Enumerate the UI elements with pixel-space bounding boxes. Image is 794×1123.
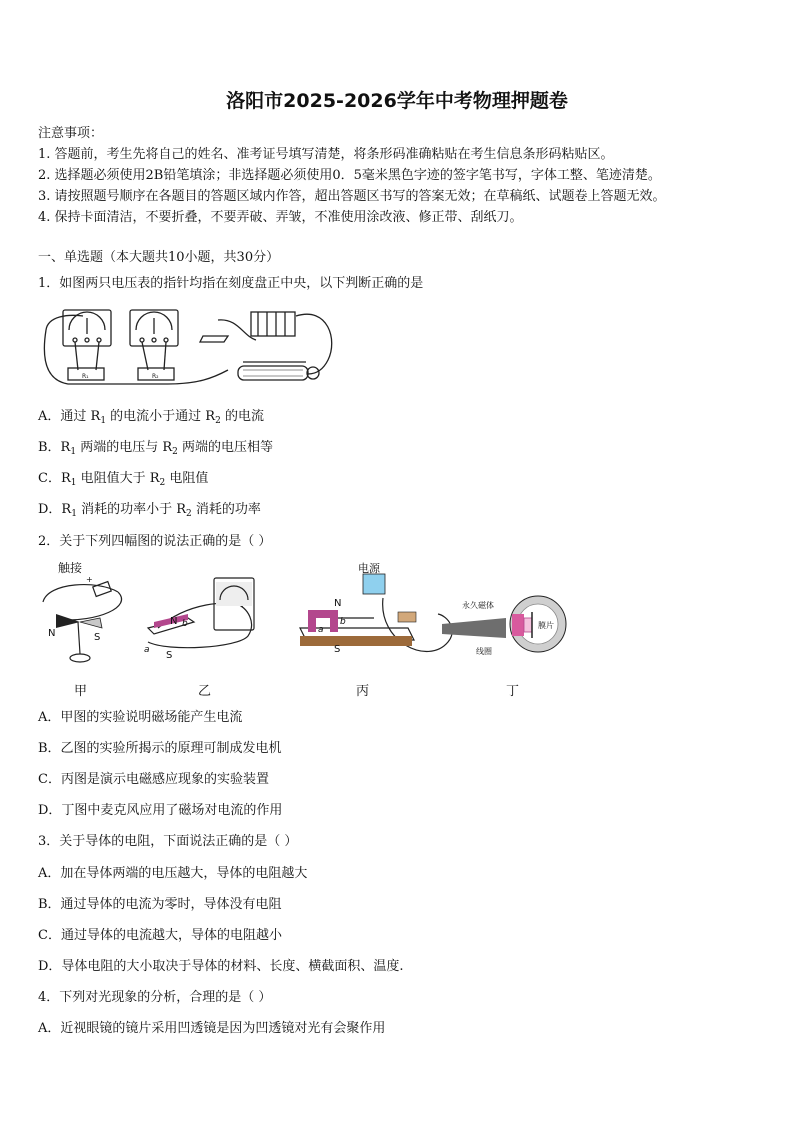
q1-circuit-figure [38, 300, 338, 392]
notice-item-4: 4. 保持卡面清洁，不要折叠，不要弄破、弄皱，不准使用涂改液、修正带、刮纸刀。 [38, 210, 523, 225]
q3-option-d: D．导体电阻的大小取决于导体的材料、长度、横截面积、温度. [38, 959, 404, 974]
q2-option-a: A．甲图的实验说明磁场能产生电流 [38, 710, 243, 725]
q1-stem: 1．如图两只电压表的指针均指在刻度盘正中央，以下判断正确的是 [38, 276, 424, 291]
q3-option-a: A．加在导体两端的电压越大，导体的电阻越大 [38, 866, 308, 881]
label-s-jia: S [94, 632, 101, 643]
page-title: 洛阳市2025-2026学年中考物理押题卷 [226, 90, 568, 112]
label-a-bing: a [318, 625, 324, 635]
label-n-jia: N [48, 628, 56, 639]
r1-label: R₁ [82, 373, 89, 380]
label-diaphragm: 膜片 [538, 621, 554, 630]
label-n-bing: N [334, 598, 342, 609]
label-n-yi: N [170, 616, 178, 627]
label-touch: 触接 [58, 562, 83, 575]
q3-option-c: C．通过导体的电流越大，导体的电阻越小 [38, 928, 282, 943]
caption-yi: 乙 [198, 684, 212, 699]
q1-option-d: D．$R_1$ 消耗的功率小于 $R_2$ 消耗的功率 [38, 502, 261, 519]
label-s-yi: S [166, 650, 173, 661]
compass-needle-n [56, 614, 80, 628]
q4-stem: 4．下列对光现象的分析，合理的是（ ） [38, 990, 272, 1005]
caption-bing: 丙 [356, 684, 370, 699]
notice-heading: 注意事项： [38, 126, 104, 141]
section-heading: 一、单选题（本大题共10小题，共30分） [38, 250, 280, 265]
label-s-bing: S [334, 644, 341, 655]
label-a-yi: a [144, 645, 150, 655]
label-plus: + [86, 575, 93, 584]
q2-option-c: C．丙图是演示电磁感应现象的实验装置 [38, 772, 269, 787]
q1-option-b: B．$R_1$ 两端的电压与 $R_2$ 两端的电压相等 [38, 440, 274, 457]
label-b-yi: b [182, 619, 188, 629]
q2-option-d: D．丁图中麦克风应用了磁场对电流的作用 [38, 803, 283, 818]
q2-stem: 2．关于下列四幅图的说法正确的是（ ） [38, 534, 272, 549]
caption-ding: 丁 [506, 684, 520, 699]
q2-option-b: B．乙图的实验所揭示的原理可制成发电机 [38, 741, 282, 756]
q1-option-c: C．$R_1$ 电阻值大于 $R_2$ 电阻值 [38, 471, 209, 488]
caption-jia: 甲 [74, 684, 88, 699]
notice-item-1: 1. 答题前，考生先将自己的姓名、准考证号填写清楚，将条形码准确粘贴在考生信息条形码粘贴区。 [38, 147, 614, 162]
label-magnet: 永久磁体 [462, 601, 494, 610]
r2-label: R₂ [152, 373, 159, 380]
q1-option-a: A．通过 $R_1$ 的电流小于通过 $R_2$ 的电流 [38, 409, 264, 426]
label-power: 电源 [358, 562, 380, 575]
q3-stem: 3．关于导体的电阻，下面说法正确的是（ ） [38, 834, 298, 849]
q3-option-b: B．通过导体的电流为零时，导体没有电阻 [38, 897, 282, 912]
notice-item-2: 2. 选择题必须使用2B铅笔填涂；非选择题必须使用0．5毫米黑色字迹的签字笔书写，字体工整、笔迹清楚。 [38, 168, 661, 183]
q2-figures [38, 562, 578, 674]
label-coil: 线圈 [476, 647, 492, 656]
label-b-bing: b [340, 617, 346, 627]
q4-option-a: A．近视眼镜的镜片采用凹透镜是因为凹透镜对光有会聚作用 [38, 1021, 386, 1036]
notice-item-3: 3. 请按照题号顺序在各题目的答题区域内作答，超出答题区书写的答案无效；在草稿纸、试题卷上答题无效。 [38, 189, 666, 204]
